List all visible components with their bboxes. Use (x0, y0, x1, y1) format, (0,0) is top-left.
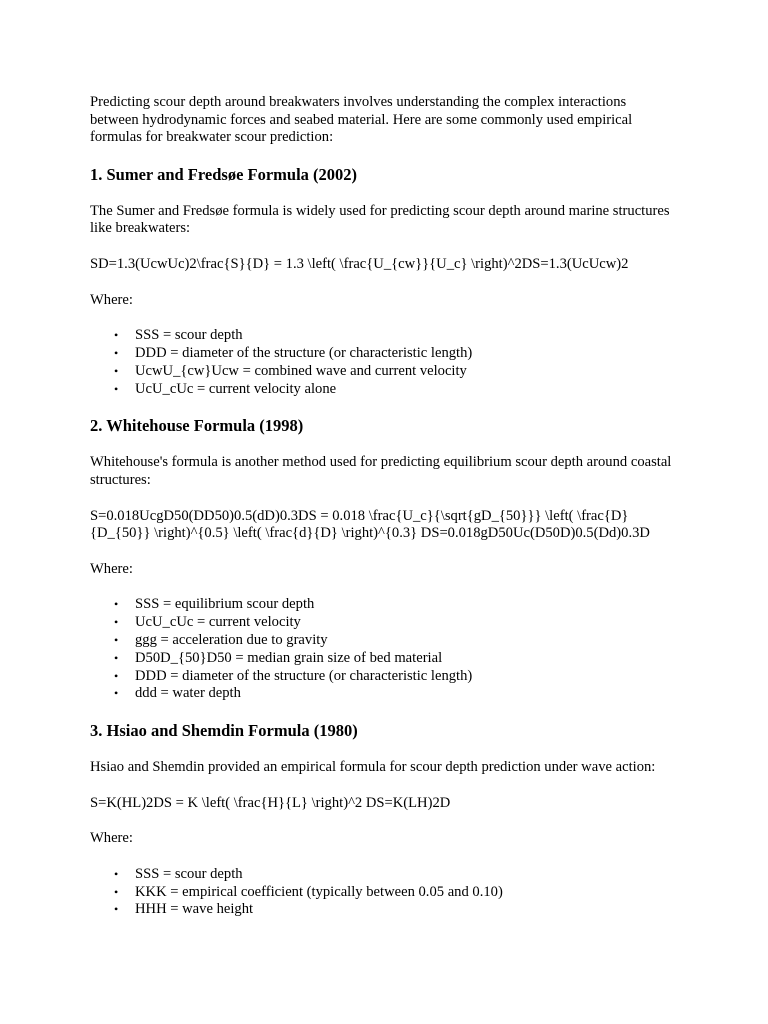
list-item: • UcwU_{cw}Ucw = combined wave and current velocity (114, 362, 467, 379)
list-item: • HHH = wave height (114, 901, 254, 918)
bullet-icon: • (114, 632, 119, 647)
bullet-icon: • (114, 650, 119, 665)
list-item: • SSS = scour depth (114, 327, 243, 344)
formula-text: S=0.018UcgD50(DD50)0.5(dD)0.3DS = 0.018 \frac{U_c}{\sqrt{gD_{50}}} \left( \frac{D}{D_{50}} \right)^{0.5} \left( \frac{d}{D} \right)^{0.3} DS=0.018gD50Uc(D50D)0.5(Dd)0.3D (90, 507, 650, 542)
bullet-icon: • (114, 866, 119, 881)
list-item: • UcU_cUc = current velocity (114, 614, 301, 631)
list-item: • SSS = scour depth (114, 865, 243, 882)
bullet-icon: • (114, 902, 119, 917)
variable-list (90, 596, 678, 703)
section-hsiao-shemdin (90, 721, 678, 919)
section-heading: 2. Whitehouse Formula (1998) (90, 416, 304, 436)
bullet-icon: • (114, 615, 119, 630)
section-description: The Sumer and Fredsøe formula is widely used for predicting scour depth around marine structures like breakwaters: (90, 202, 670, 237)
formula-text: S=K(HL)2DS = K \left( \frac{H}{L} \right)^2 DS=K(LH)2D (90, 794, 451, 811)
bullet-icon: • (114, 884, 119, 899)
section-description: Hsiao and Shemdin provided an empirical formula for scour depth prediction under wave action: (90, 759, 656, 776)
where-label: Where: (90, 560, 133, 577)
section-whitehouse (90, 416, 678, 703)
where-label: Where: (90, 830, 133, 847)
variable-list (90, 327, 678, 398)
list-item: • ddd = water depth (114, 685, 241, 702)
section-description: Whitehouse's formula is another method used for predicting equilibrium scour depth around coastal structures: (90, 454, 672, 488)
bullet-icon: • (114, 686, 119, 701)
formula-text: SD=1.3(UcwUc)2\frac{S}{D} = 1.3 \left( \frac{U_{cw}}{U_c} \right)^2DS=1.3(UcUcw)2 (90, 255, 629, 272)
section-heading: 1. Sumer and Fredsøe Formula (2002) (90, 164, 358, 184)
bullet-icon: • (114, 597, 119, 612)
variable-list (90, 866, 678, 919)
bullet-icon: • (114, 363, 119, 378)
bullet-icon: • (114, 328, 119, 343)
list-item: • UcU_cUc = current velocity alone (114, 380, 337, 397)
list-item: • KKK = empirical coefficient (typically between 0.05 and 0.10) (114, 883, 503, 900)
list-item: • SSS = equilibrium scour depth (114, 596, 315, 613)
list-item: • DDD = diameter of the structure (or characteristic length) (114, 667, 473, 684)
bullet-icon: • (114, 345, 119, 360)
intro-paragraph: Predicting scour depth around breakwaters involves understanding the complex interactions between hydrodynamic forces and seabed material. Here are some commonly used empirical formulas for breakwater scour prediction: (90, 94, 633, 146)
bullet-icon: • (114, 381, 119, 396)
bullet-icon: • (114, 668, 119, 683)
list-item: • ggg = acceleration due to gravity (114, 631, 328, 648)
section-heading: 3. Hsiao and Shemdin Formula (1980) (90, 721, 358, 741)
list-item: • DDD = diameter of the structure (or characteristic length) (114, 344, 473, 361)
section-sumer-fredsoe (90, 165, 678, 399)
list-item: • D50D_{50}D50 = median grain size of bed material (114, 649, 443, 666)
where-label: Where: (90, 291, 133, 308)
